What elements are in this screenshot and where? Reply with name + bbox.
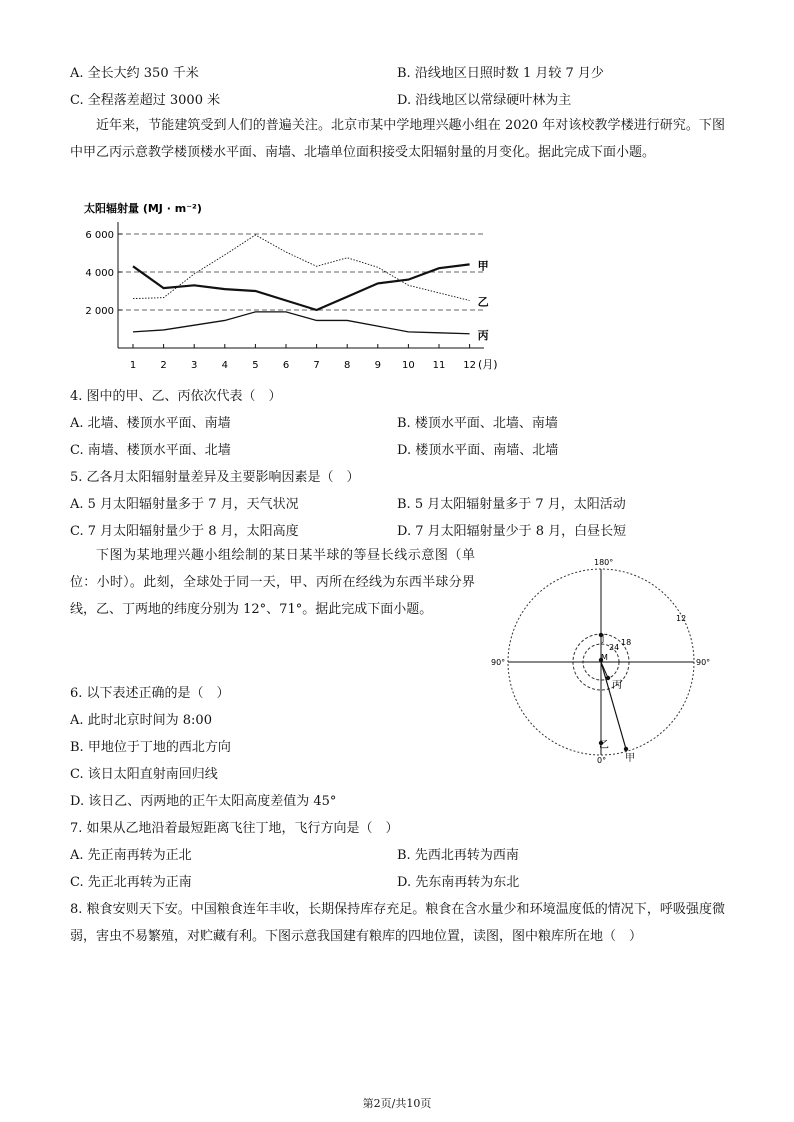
label-jia: 甲 — [625, 753, 635, 764]
series-line-丙 — [133, 312, 470, 334]
option-c: C. 全程落差超过 3000 米 — [70, 93, 221, 108]
q6-option-b: B. 甲地位于丁地的西北方向 — [70, 740, 231, 755]
x-tick-label: 6 — [282, 360, 290, 371]
series-line-甲 — [133, 264, 470, 310]
q5-option-a: A. 5 月太阳辐射量多于 7 月，天气状况 — [70, 497, 299, 512]
q7-option-c: C. 先正北再转为正南 — [70, 875, 192, 890]
q7-option-d: D. 先东南再转为东北 — [397, 875, 520, 890]
chart-xlabel: (月) — [478, 358, 498, 371]
x-tick-label: 10 — [402, 360, 415, 371]
q7-option-b: B. 先西北再转为西南 — [397, 848, 519, 863]
option-a: A. 全长大约 350 千米 — [70, 66, 199, 81]
y-tick-label: 6 000 — [85, 230, 114, 241]
x-tick-label: 11 — [432, 360, 446, 371]
q5-option-c: C. 7 月太阳辐射量少于 8 月，太阳高度 — [70, 524, 299, 539]
series-label: 丙 — [477, 328, 489, 342]
label-90-right: 90° — [696, 658, 711, 667]
label-180: 180° — [594, 558, 614, 567]
series-label: 乙 — [477, 295, 489, 309]
q4-option-d: D. 楼顶水平面、南墙、北墙 — [397, 443, 559, 458]
x-tick-label: 7 — [313, 360, 320, 371]
q7-option-a: A. 先正南再转为正北 — [70, 848, 192, 863]
y-tick-label: 4 000 — [85, 268, 114, 279]
label-24: 24 — [609, 643, 620, 652]
x-tick-label: 4 — [221, 360, 228, 371]
x-tick-label: 3 — [191, 360, 198, 371]
q8-stem: 8. 粮食安则天下安。中国粮食连年丰收，长期保持库存充足。粮食在含水量少和环境温度低的情况下，呼吸强度微弱，害虫不易繁殖，对贮藏有利。下图示意我国建有粮库的四地位置，读图，图中粮库所在地（ ） — [70, 902, 725, 944]
q6-option-d: D. 该日乙、丙两地的正午太阳高度差值为 45° — [70, 794, 337, 809]
chart-ylabel: 太阳辐射量 (MJ · m⁻²) — [84, 202, 202, 215]
x-tick-label: 8 — [344, 360, 351, 371]
q5-option-b: B. 5 月太阳辐射量多于 7 月，太阳活动 — [397, 497, 626, 512]
intro-paragraph-1: 近年来，节能建筑受到人们的普遍关注。北京市某中学地理兴趣小组在 2020 年对该校教学楼进行研究。下图中甲乙丙示意教学楼顶楼水平面、南墙、北墙单位面积接受太阳辐射量的月变化。据此完成下面小题。 — [70, 118, 725, 160]
label-bing: 丙 — [612, 680, 622, 691]
label-yi: 乙 — [599, 740, 609, 751]
q6-option-a: A. 此时北京时间为 8:00 — [70, 713, 212, 728]
x-tick-label: 9 — [374, 360, 381, 371]
x-tick-label: 1 — [129, 360, 137, 371]
label-90-left: 90° — [491, 658, 506, 667]
daylength-diagram — [488, 552, 723, 774]
line-m-jia — [601, 662, 626, 749]
radiation-chart — [78, 198, 508, 378]
q6-option-c: C. 该日太阳直射南回归线 — [70, 767, 218, 782]
intro-paragraph-2: 下图为某地理兴趣小组绘制的某日某半球的等昼长线示意图（单位：小时）。此刻，全球处于同一天，甲、丙所在经线为东西半球分界线，乙、丁两地的纬度分别为 12°、71°。据此完成下面小题。 — [70, 548, 475, 617]
label-12: 12 — [676, 614, 687, 623]
x-tick-label: 12 — [463, 360, 476, 371]
label-m: M — [601, 653, 608, 662]
label-18: 18 — [621, 638, 632, 647]
series-label: 甲 — [477, 259, 489, 273]
q5-option-d: D. 7 月太阳辐射量少于 8 月，白昼长短 — [397, 524, 627, 539]
q4-stem: 4. 图中的甲、乙、丙依次代表（ ） — [70, 389, 282, 404]
series-line-乙 — [133, 235, 470, 301]
q5-stem: 5. 乙各月太阳辐射量差异及主要影响因素是（ ） — [70, 470, 360, 485]
option-d: D. 沿线地区以常绿硬叶林为主 — [397, 93, 572, 108]
q4-option-a: A. 北墙、楼顶水平面、南墙 — [70, 416, 231, 431]
label-0: 0° — [597, 756, 607, 765]
q4-option-c: C. 南墙、楼顶水平面、北墙 — [70, 443, 231, 458]
option-b: B. 沿线地区日照时数 1 月较 7 月少 — [397, 66, 604, 81]
label-ding: 丁 — [598, 634, 608, 645]
q7-stem: 7. 如果从乙地沿着最短距离飞往丁地，飞行方向是（ ） — [70, 821, 399, 836]
point-jia — [624, 747, 628, 751]
y-tick-label: 2 000 — [85, 306, 114, 317]
page-footer: 第2页/共10页 — [362, 1097, 432, 1110]
q6-stem: 6. 以下表述正确的是（ ） — [70, 686, 230, 701]
x-tick-label: 2 — [160, 360, 167, 371]
q4-option-b: B. 楼顶水平面、北墙、南墙 — [397, 416, 558, 431]
x-tick-label: 5 — [252, 360, 259, 371]
point-bing — [606, 676, 610, 680]
